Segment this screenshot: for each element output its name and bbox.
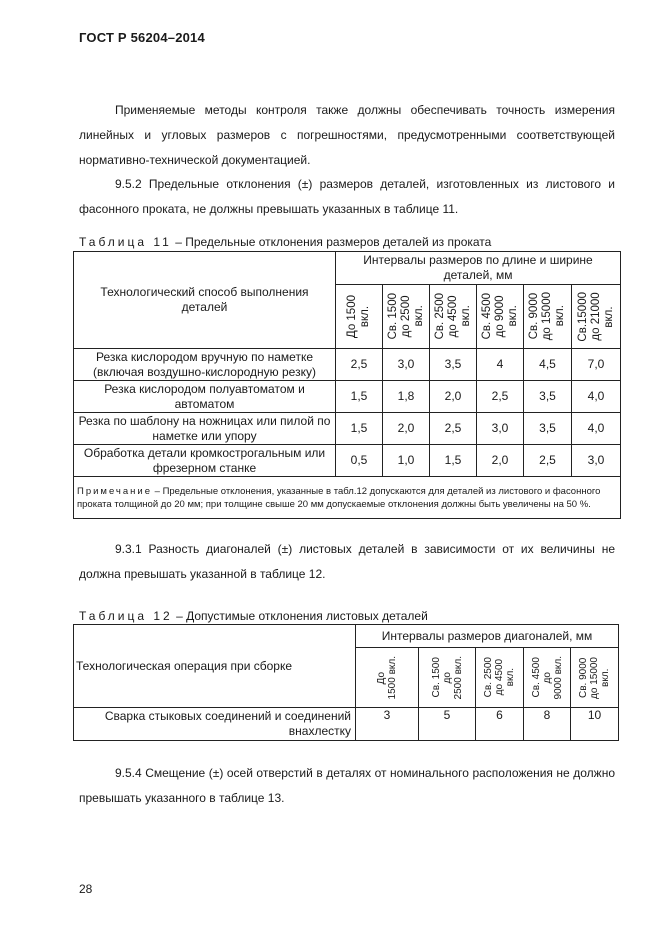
row-label: Обработка детали кромкострогальным или фрезерном станке [74, 445, 336, 477]
table-11-col-header: Св. 2500 до 4500 вкл. [430, 285, 477, 349]
page-number: 28 [79, 882, 93, 896]
note-text: – Предельные отклонения, указанные в табл.12 допускаются для деталей из листового и фасонного проката толщиной до 20 мм; при толщине свыше 20 мм допускаемые отклонения должны быть увеличены на 50 %. [77, 485, 601, 510]
cell-value: 1,5 [430, 445, 477, 477]
table-row [74, 708, 619, 741]
table-11-note [74, 477, 621, 519]
table-11-col-header: Св. 9000 до 15000 вкл. [524, 285, 572, 349]
table-11-caption-label: Таблица 11 [79, 235, 172, 249]
table-row [74, 349, 621, 381]
cell-value: 2,5 [524, 445, 572, 477]
table-12-col-header: До 1500 вкл. [356, 648, 419, 708]
table-11-caption-text: – Предельные отклонения размеров деталей из проката [175, 235, 492, 249]
cell-value: 2,5 [477, 381, 524, 413]
note-label: Примечание [77, 485, 152, 497]
table-row [74, 381, 621, 413]
row-label: Резка кислородом вручную по наметке (включая воздушно-кислородную резку) [74, 349, 336, 381]
cell-value: 5 [419, 708, 476, 741]
table-12-intervals-header: Интервалы размеров диагоналей, мм [356, 625, 619, 648]
table-11-intervals-header: Интервалы размеров по длине и ширине деталей, мм [336, 252, 621, 285]
cell-value: 3,5 [524, 413, 572, 445]
cell-value: 7,0 [572, 349, 621, 381]
cell-value: 3,5 [524, 381, 572, 413]
row-label: Резка по шаблону на ножницах или пилой по наметке или упору [74, 413, 336, 445]
cell-value: 3 [356, 708, 419, 741]
cell-value: 6 [476, 708, 524, 741]
cell-value: 2,0 [477, 445, 524, 477]
table-11-method-header: Технологический способ выполнения деталей [74, 252, 336, 349]
cell-value: 0,5 [336, 445, 383, 477]
table-12-col-header: Св. 1500 до 2500 вкл. [419, 648, 476, 708]
cell-value: 1,0 [383, 445, 430, 477]
cell-value: 4,0 [572, 413, 621, 445]
table-12-caption-label: Таблица 12 [79, 609, 173, 623]
table-11 [73, 251, 621, 519]
cell-value: 8 [524, 708, 571, 741]
cell-value: 1,5 [336, 381, 383, 413]
cell-value: 3,5 [430, 349, 477, 381]
cell-value: 2,5 [430, 413, 477, 445]
cell-value: 1,5 [336, 413, 383, 445]
table-12-col-header: Св. 4500 до 9000 вкл. [524, 648, 571, 708]
table-11-col-header: Св. 1500 до 2500 вкл. [383, 285, 430, 349]
table-12-operation-header: Технологическая операция при сборке [74, 625, 356, 708]
row-label: Резка кислородом полуавтоматом и автоматом [74, 381, 336, 413]
table-11-col-header: Св. 4500 до 9000 вкл. [477, 285, 524, 349]
document-code: ГОСТ Р 56204–2014 [79, 30, 205, 45]
cell-value: 3,0 [572, 445, 621, 477]
cell-value: 3,0 [383, 349, 430, 381]
cell-value: 4 [477, 349, 524, 381]
cell-value: 2,0 [383, 413, 430, 445]
cell-value: 10 [571, 708, 619, 741]
table-12-caption [79, 609, 428, 623]
table-11-caption [79, 235, 491, 249]
table-11-col-header: До 1500 вкл. [336, 285, 383, 349]
paragraph-9-3-1: 9.3.1 Разность диагоналей (±) листовых деталей в зависимости от их величины не должна превышать указанной в таблице 12. [79, 542, 615, 581]
paragraph-control-methods: Применяемые методы контроля также должны обеспечивать точность измерения линейных и угловых размеров с погрешностями, предусмотренными соответствующей нормативно-технической документацией. [79, 103, 615, 167]
cell-value: 4,0 [572, 381, 621, 413]
row-label: Сварка стыковых соединений и соединений внахлестку [74, 708, 356, 741]
table-12 [73, 624, 619, 741]
table-12-caption-text: – Допустимые отклонения листовых деталей [176, 609, 428, 623]
paragraph-9-5-2: 9.5.2 Предельные отклонения (±) размеров деталей, изготовленных из листового и фасонного проката, не должны превышать указанных в таблице 11. [79, 177, 615, 216]
cell-value: 1,8 [383, 381, 430, 413]
cell-value: 2,5 [336, 349, 383, 381]
table-12-col-header: Св. 9000 до 15000 вкл. [571, 648, 619, 708]
cell-value: 4,5 [524, 349, 572, 381]
table-11-col-header: Св.15000 до 21000 вкл. [572, 285, 621, 349]
paragraph-9-5-4: 9.5.4 Смещение (±) осей отверстий в деталях от номинального расположения не должно превышать указанного в таблице 13. [79, 766, 615, 805]
cell-value: 3,0 [477, 413, 524, 445]
table-12-col-header: Св. 2500 до 4500 вкл. [476, 648, 524, 708]
cell-value: 2,0 [430, 381, 477, 413]
table-row [74, 445, 621, 477]
table-row [74, 413, 621, 445]
